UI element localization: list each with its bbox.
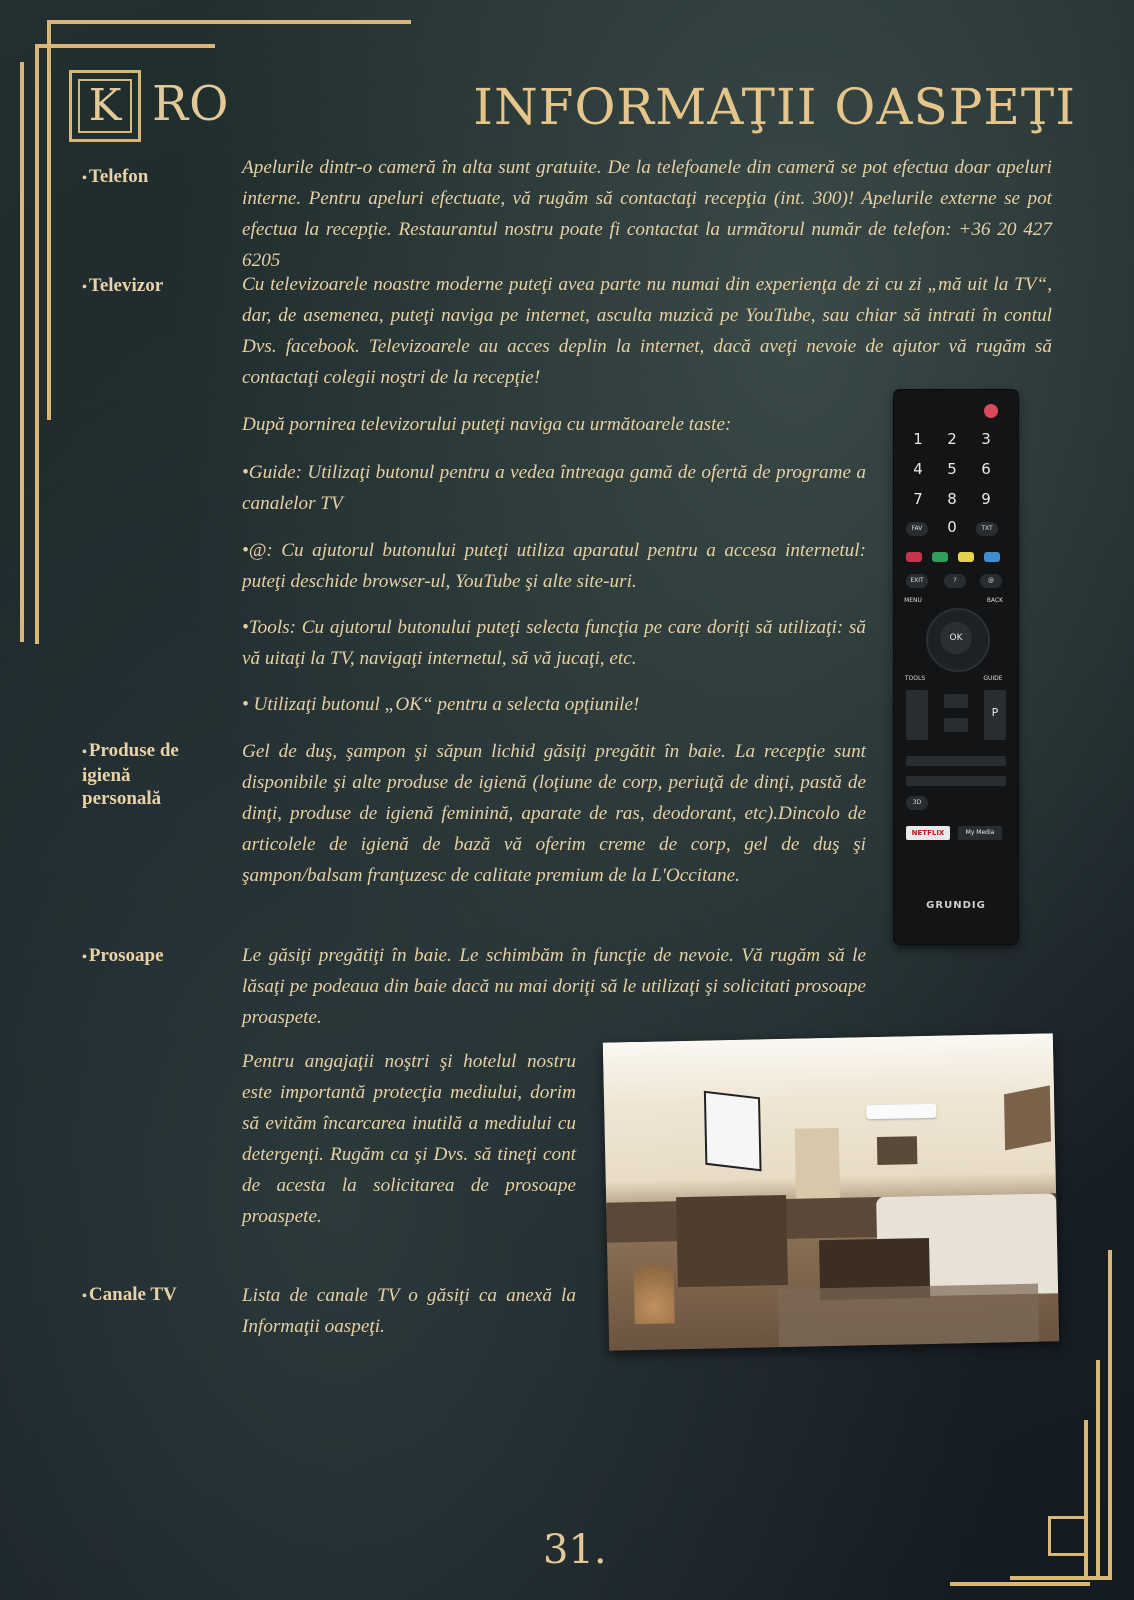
section-label-produse: • Produse de igienă personală	[82, 740, 179, 809]
section-label-telefon: • Telefon	[82, 166, 149, 187]
remote-key-ok: OK	[940, 622, 972, 654]
netflix-key: NETFLIX	[906, 826, 950, 840]
televizor-guide: •Guide: Utilizaţi butonul pentru a vedea întreaga gamă de ofertă de programe a canalelor TV	[242, 462, 866, 514]
frame-line	[1108, 1250, 1112, 1580]
remote-key: 0	[947, 518, 957, 536]
remote-key: 5	[947, 460, 957, 478]
wall-picture	[1004, 1085, 1051, 1150]
section-label-canale-tv: • Canale TV	[82, 1284, 177, 1305]
remote-key: 8	[947, 490, 957, 508]
televizor-ok: • Utilizaţi butonul „OK“ pentru a selecta opţiunile!	[242, 694, 640, 715]
frame-line	[35, 44, 39, 644]
frame-line	[950, 1582, 1090, 1586]
frame-line	[20, 62, 24, 642]
my-media-key: My Media	[958, 826, 1002, 840]
remote-key-tools: TOOLS	[904, 675, 926, 682]
wall-picture	[877, 1136, 918, 1165]
remote-key-guide: GUIDE	[983, 675, 1003, 682]
frame-line	[1010, 1576, 1112, 1580]
sideboard	[676, 1195, 788, 1287]
vase-flowers	[633, 1239, 675, 1324]
remote-key: 3	[981, 430, 991, 448]
remote-key: 9	[981, 490, 991, 508]
hotel-room-photo	[603, 1033, 1059, 1350]
remote-key-info: ?	[944, 574, 966, 588]
yellow-key-icon	[958, 552, 974, 562]
tv-on-wall	[704, 1091, 762, 1172]
remote-key: 4	[913, 460, 923, 478]
televizor-keys-intro: După pornirea televizorului puteţi naviga cu următoarele taste:	[242, 414, 732, 435]
air-conditioner	[866, 1104, 936, 1119]
remote-key-back: BACK	[986, 597, 1004, 604]
frame-line	[47, 20, 411, 24]
rug	[778, 1284, 1039, 1347]
ceiling	[603, 1033, 1054, 1102]
logo-letter: K	[78, 79, 132, 133]
remote-brand-logo: GRUNDIG	[926, 900, 986, 911]
media-keys-icon	[906, 776, 1006, 786]
televizor-at: •@: Cu ajutorul butonului puteţi utiliza aparatul pentru a accesa internetul: puteţi deschide browser-ul, YouTube şi alte site-uri.	[242, 540, 866, 592]
remote-key-txt: TXT	[976, 522, 998, 536]
produse-text: Gel de duş, şampon şi săpun lichid găsiţi pregătit în baie. La recepţie sunt disponibile şi alte produse de igienă (loţiune de corp, periuţă de dinţi, pastă de dinţi, produse de igienă feminină, aparate de ras, deodorant, etc).Dincolo de articolele de igienă de bază vă oferim creme de corp, gel de duş şi şampon/balsam franţuzesc de calitate premium de la L'Occitane.	[242, 741, 866, 886]
remote-key: 7	[913, 490, 923, 508]
corner-square	[1048, 1516, 1088, 1556]
remote-key-3d: 3D	[906, 796, 928, 810]
mute-key-icon	[944, 718, 968, 732]
prosoape-text: Le găsiţi pregătiţi în baie. Le schimbăm în funcţie de nevoie. Vă rugăm să le lăsaţi pe podeaua din baie dacă nu mai doriţi să le utilizaţi şi solicitati prosoape proaspete.	[242, 945, 866, 1028]
canale-tv-text: Lista de canale TV o găsiţi ca anexă la Informaţii oaspeţi.	[242, 1285, 576, 1337]
televizor-intro: Cu televizoarele noastre moderne puteţi avea parte nu numai din experienţa de zi cu zi „mă uit la TV“, dar, de asemenea, puteţi naviga pe internet, asculta muzică pe YouTube, sau chiar să intrati în contul Dvs. facebook. Televizoarele au acces deplin la internet, dacă aveţi nevoie de ajutor vă rugăm să contactaţi colegii noştri de la recepţie!	[242, 274, 1052, 388]
page-number: 31.	[543, 1527, 607, 1573]
green-key-icon	[932, 552, 948, 562]
televizor-tools: •Tools: Cu ajutorul butonului puteţi selecta funcţia pe care doriţi să utilizaţi: să vă uitaţi la TV, navigaţi internetul, să vă jucaţi, etc.	[242, 617, 866, 669]
input-key-icon	[944, 694, 968, 708]
power-button-icon	[984, 404, 998, 418]
logo	[69, 70, 141, 142]
volume-rocker-icon	[906, 690, 928, 740]
media-keys-icon	[906, 756, 1006, 766]
red-key-icon	[906, 552, 922, 562]
remote-key-exit: EXIT	[906, 574, 928, 588]
remote-key-menu: MENU	[904, 597, 922, 604]
remote-key-at: @	[980, 574, 1002, 588]
remote-key-fav: FAV	[906, 522, 928, 536]
remote-key-p: P	[991, 706, 999, 719]
remote-key: 1	[913, 430, 923, 448]
section-label-televizor: • Televizor	[82, 275, 164, 296]
frame-line	[1096, 1360, 1100, 1580]
frame-line	[47, 20, 51, 420]
logo-text: RO	[152, 76, 230, 132]
frame-line	[1084, 1420, 1088, 1580]
tv-remote-image	[894, 390, 1018, 944]
remote-key: 2	[947, 430, 957, 448]
frame-line	[35, 44, 215, 48]
telefon-text: Apelurile dintr-o cameră în alta sunt gratuite. De la telefoanele din cameră se pot efectua doar apeluri interne. Pentru apeluri efectuate, vă rugăm să contactaţi recepţia (int. 300)! Apelurile externe se pot efectua la recepţie. Restaurantul nostru poate fi contactat la următorul număr de telefon: +36 20 427 6205	[242, 157, 1052, 271]
blue-key-icon	[984, 552, 1000, 562]
page-title: INFORMAŢII OASPEŢI	[473, 78, 1076, 136]
prosoape-environment: Pentru angajaţii noştri şi hotelul nostru este importantă protecţia mediului, dorim să evităm încarcarea inutilă a mediului cu detergenţi. Rugăm ca şi Dvs. să tineţi cont de acesta la solicitarea de prosoape proaspete.	[242, 1051, 576, 1227]
remote-key: 6	[981, 460, 991, 478]
section-label-prosoape: • Prosoape	[82, 945, 164, 966]
